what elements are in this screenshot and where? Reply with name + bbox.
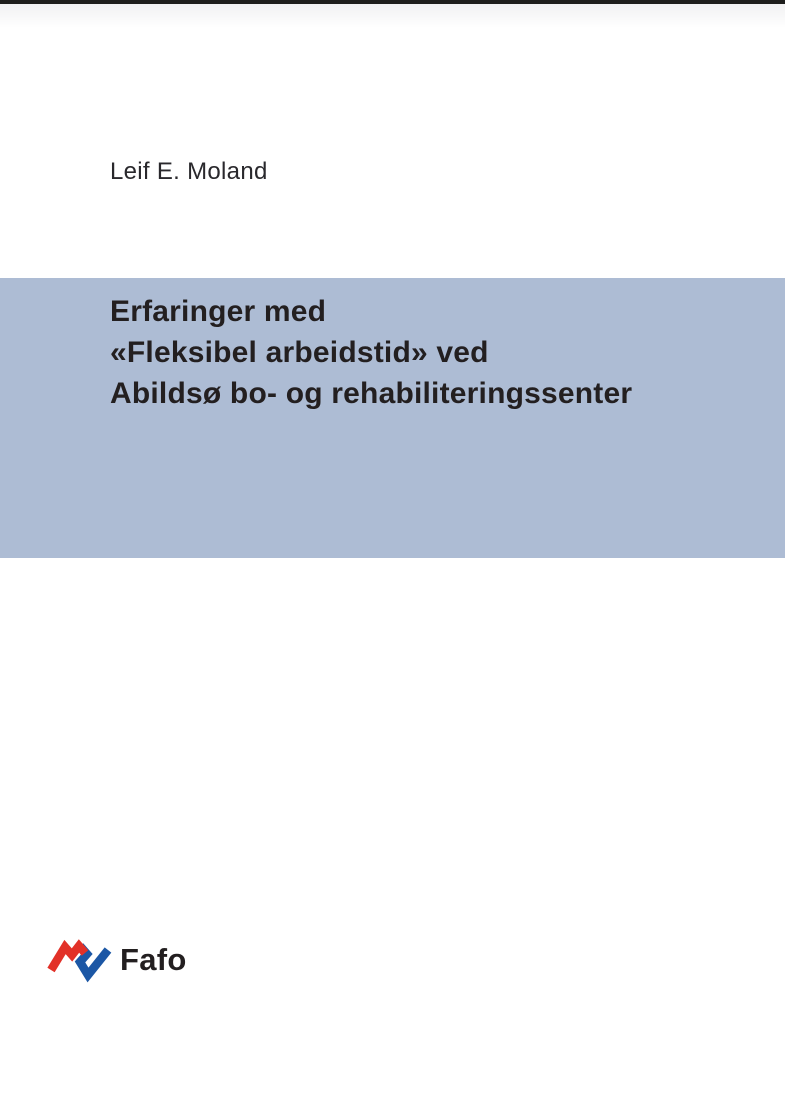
fafo-logo xyxy=(46,936,187,984)
author-name: Leif E. Moland xyxy=(110,158,268,185)
title-line-2: «Fleksibel arbeidstid» ved xyxy=(110,336,489,369)
report-title xyxy=(110,291,632,414)
title-line-1: Erfaringer med xyxy=(110,295,327,328)
title-band xyxy=(0,278,785,558)
fafo-logo-text: Fafo xyxy=(120,942,187,977)
top-edge-shadow xyxy=(0,4,785,28)
title-line-3: Abildsø bo- og rehabiliteringssenter xyxy=(110,377,633,410)
fafo-logo-icon xyxy=(46,936,112,984)
